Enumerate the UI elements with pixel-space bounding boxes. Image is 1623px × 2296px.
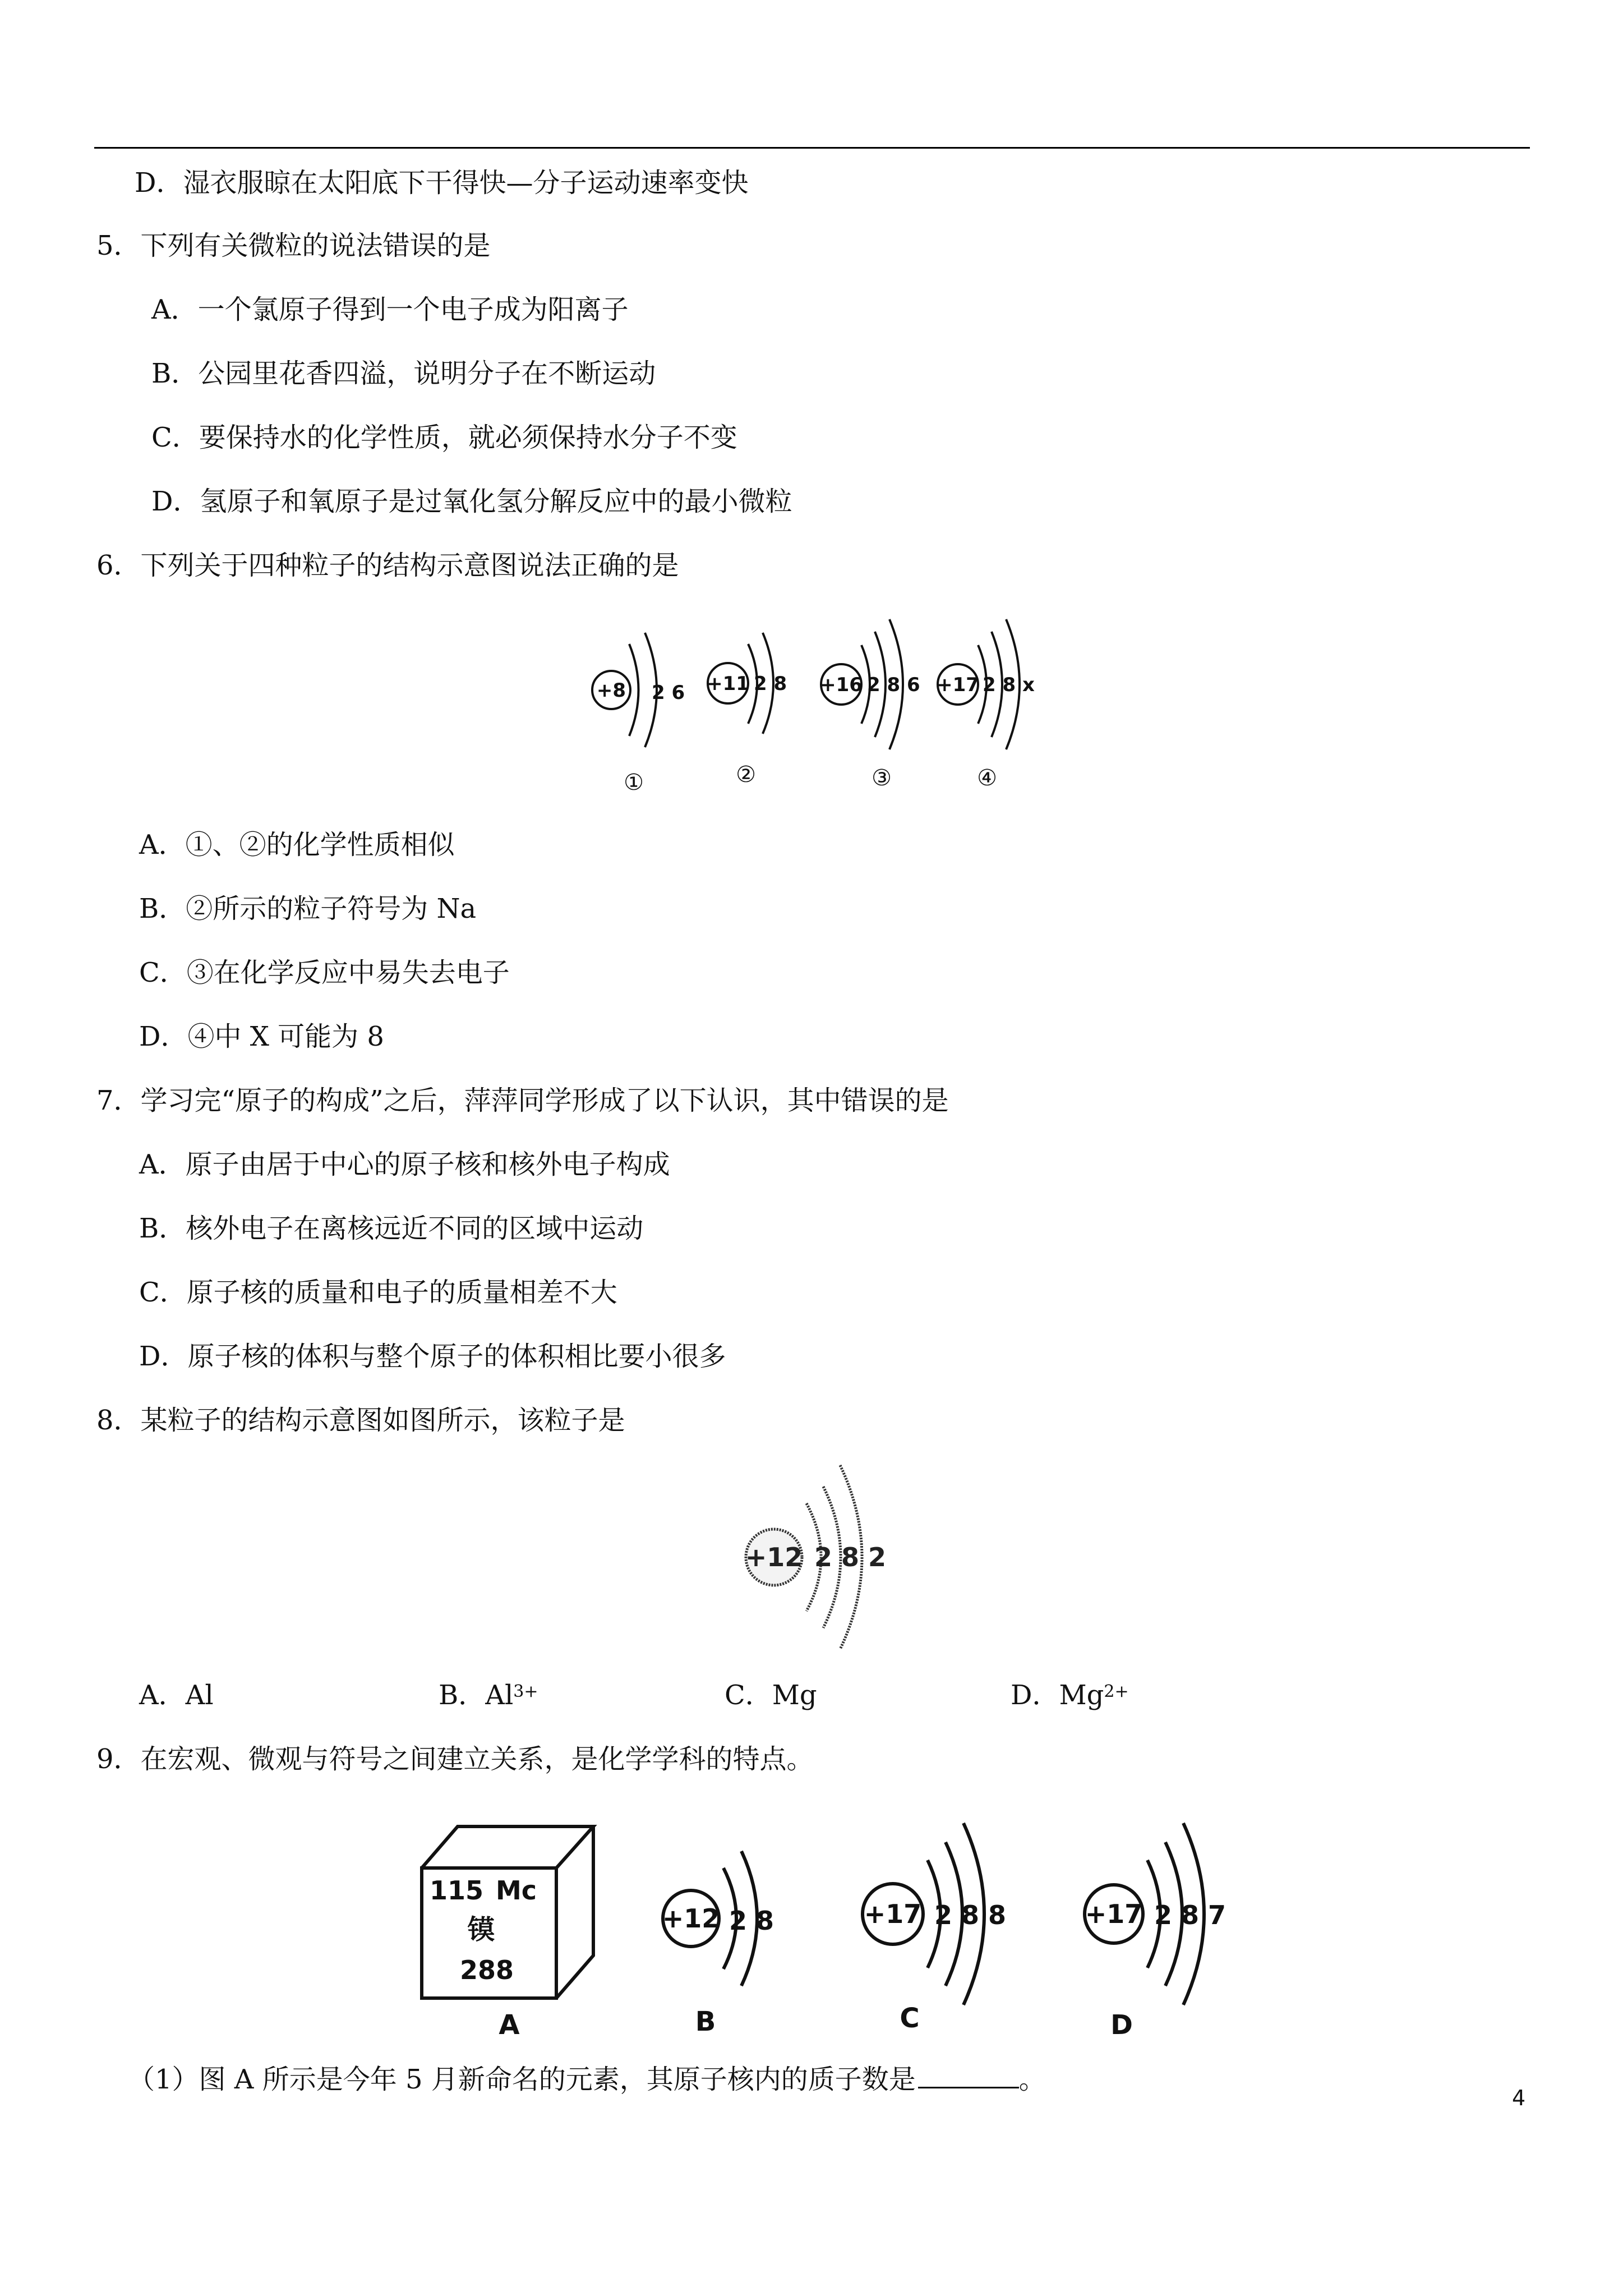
q8-stem: 8．某粒子的结构示意图如图所示，该粒子是 xyxy=(96,1405,625,1436)
q4-option-d: D．湿衣服晾在太阳底下干得快—分子运动速率变快 xyxy=(135,167,749,199)
q5-option-b: B．公园里花香四溢，说明分子在不断运动 xyxy=(151,358,656,389)
q5-option-c: C．要保持水的化学性质，就必须保持水分子不变 xyxy=(151,422,737,453)
q9-sub1 xyxy=(128,2062,1046,2096)
q8-option-d-base: D．Mg xyxy=(1011,1680,1104,1711)
q6-option-d: D．④中 X 可能为 8 xyxy=(139,1021,384,1052)
q6-nucleus-2: +11 xyxy=(707,673,749,695)
q5-stem: 5．下列有关微粒的说法错误的是 xyxy=(96,230,491,261)
q9-shells-d: 2 8 7 xyxy=(1154,1900,1227,1930)
q6-shells-1: 2 6 xyxy=(652,682,685,704)
q9-element-symbol: Mc xyxy=(496,1875,537,1906)
q7-option-c: C．原子核的质量和电子的质量相差不大 xyxy=(139,1277,617,1308)
q6-label-4: ④ xyxy=(977,765,997,791)
q8-option-a: A．Al xyxy=(139,1680,214,1711)
q9-label-d: D xyxy=(1110,2009,1133,2041)
q9-stem: 9．在宏观、微观与符号之间建立关系，是化学学科的特点。 xyxy=(96,1743,814,1775)
q6-label-3: ③ xyxy=(872,765,892,791)
q6-stem: 6．下列关于四种粒子的结构示意图说法正确的是 xyxy=(96,550,679,581)
q6-nucleus-4: +17 xyxy=(937,674,979,696)
q9-nucleus-d: +17 xyxy=(1085,1899,1143,1929)
q6-option-c: C．③在化学反应中易失去电子 xyxy=(139,957,510,988)
q6-label-2: ② xyxy=(736,762,756,788)
q9-label-a: A xyxy=(499,2009,520,2041)
q6-option-a: A．①、②的化学性质相似 xyxy=(139,829,455,861)
q8-option-b-charge: 3+ xyxy=(513,1682,538,1701)
q9-label-b: B xyxy=(695,2006,716,2037)
q9-element-number: 115 xyxy=(430,1875,484,1906)
q9-sub1-text: （1）图 A 所示是今年 5 月新命名的元素，其原子核内的质子数是 xyxy=(128,2064,916,2095)
q7-option-d: D．原子核的体积与整个原子的体积相比要小很多 xyxy=(139,1341,726,1372)
q9-nucleus-c: +17 xyxy=(864,1899,922,1929)
q6-label-1: ① xyxy=(624,770,644,795)
q8-nucleus: +12 xyxy=(745,1542,803,1572)
q7-option-b: B．核外电子在离核远近不同的区域中运动 xyxy=(139,1213,644,1244)
q6-option-b: B．②所示的粒子符号为 Na xyxy=(139,893,477,924)
q9-element-cube-side xyxy=(556,1826,593,1998)
q6-nucleus-1: +8 xyxy=(596,679,626,702)
q8-shells: 2 8 2 xyxy=(814,1542,887,1572)
q7-option-a: A．原子由居于中心的原子核和核外电子构成 xyxy=(139,1149,670,1180)
q6-nucleus-3: +16 xyxy=(820,674,863,696)
q5-option-d: D．氢原子和氧原子是过氧化氢分解反应中的最小微粒 xyxy=(151,486,792,517)
q9-element-mass: 288 xyxy=(460,1955,514,1985)
q9-sub1-end: 。 xyxy=(1018,2064,1046,2095)
q9-shells-c: 2 8 8 xyxy=(934,1900,1007,1930)
q9-shells-b: 2 8 xyxy=(729,1906,774,1936)
q9-element-cube-top xyxy=(422,1826,593,1868)
q9-sub1-answer-blank[interactable] xyxy=(918,2062,1019,2088)
q7-stem: 7．学习完“原子的构成”之后，萍萍同学形成了以下认识，其中错误的是 xyxy=(96,1085,949,1116)
q9-nucleus-b: +12 xyxy=(662,1903,720,1934)
q6-shells-2: 2 8 xyxy=(754,673,787,695)
q5-option-a: A．一个氯原子得到一个电子成为阳离子 xyxy=(151,294,629,325)
q8-option-b-base: B．Al xyxy=(439,1680,514,1711)
q8-option-c: C．Mg xyxy=(725,1680,817,1711)
q9-element-name: 镆 xyxy=(468,1914,495,1945)
page-number: 4 xyxy=(1512,2086,1526,2110)
q8-option-d-charge: 2+ xyxy=(1104,1682,1129,1701)
q6-shells-4: 2 8 x xyxy=(983,674,1035,696)
q6-shells-3: 2 8 6 xyxy=(867,674,920,696)
q9-label-c: C xyxy=(900,2003,920,2034)
